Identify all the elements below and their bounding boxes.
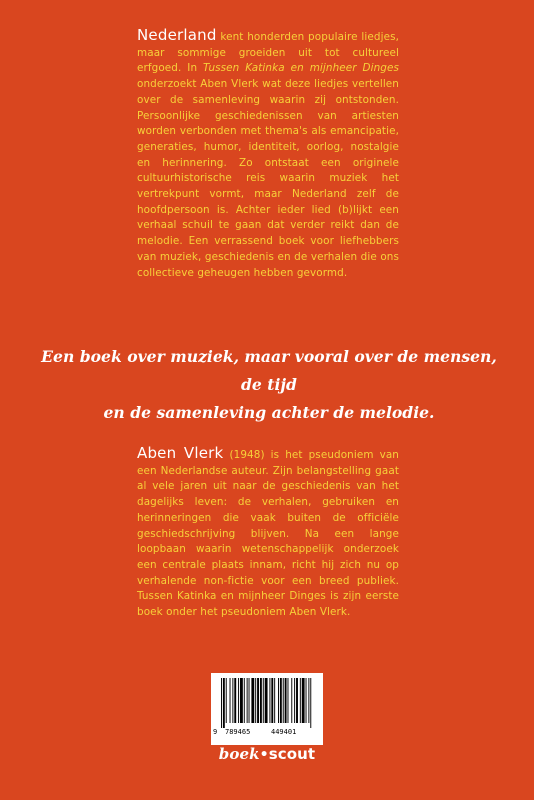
barcode-bar bbox=[283, 678, 284, 723]
barcode-digits-right: 449401 bbox=[271, 728, 297, 736]
publisher-logo-part-1: boek bbox=[218, 745, 260, 763]
barcode-bar bbox=[257, 678, 259, 723]
pull-quote bbox=[30, 343, 508, 427]
barcode-bar bbox=[230, 678, 231, 723]
barcode-bar bbox=[291, 678, 292, 723]
blurb-text-1: kent honderden populaire liedjes, maar sommige groeiden uit tot cultureel erfgoed. In bbox=[137, 31, 399, 75]
barcode-bar bbox=[255, 678, 256, 723]
barcode-bar bbox=[251, 678, 254, 723]
publisher-logo bbox=[215, 745, 319, 763]
author-name: Aben Vlerk bbox=[137, 444, 224, 462]
barcode-bar bbox=[285, 678, 287, 723]
barcode-bar bbox=[263, 678, 264, 723]
barcode-bar bbox=[278, 678, 279, 723]
barcode-bar bbox=[288, 678, 289, 723]
barcode-bar bbox=[234, 678, 236, 723]
barcode-bar bbox=[247, 678, 248, 723]
barcode-bar bbox=[226, 678, 227, 723]
author-bio bbox=[137, 446, 399, 621]
barcode-bar bbox=[269, 678, 270, 723]
publisher-logo-separator: • bbox=[259, 747, 269, 763]
barcode-bar bbox=[302, 678, 305, 723]
author-bio-text: (1948) is het pseudoniem van een Nederlandse auteur. Zijn belangstelling gaat al vele jaren uit naar de geschiedenis van het dagelijks leven: de verhalen, gebruiken en herinneringen die vaak buiten de officiële geschiedschrijving blijven. Na een lange loopbaan waarin wetenschappelijk onderzoek een centrale plaats innam, richt hij zich nu op verhalende non-fictie voor een breed publiek. Tussen Katinka en mijnheer Dinges is zijn eerste boek onder het pseudoniem Aben Vlerk. bbox=[137, 449, 399, 619]
barcode-digits-left: 789465 bbox=[225, 728, 251, 736]
barcode-bar bbox=[306, 678, 307, 723]
barcode-bar bbox=[296, 678, 298, 723]
barcode-bar bbox=[310, 678, 311, 728]
barcode-bar bbox=[221, 678, 222, 728]
barcode-bar bbox=[265, 678, 268, 723]
barcode-bar bbox=[240, 678, 243, 723]
barcode-bar bbox=[274, 678, 275, 723]
barcode-bars bbox=[217, 678, 317, 728]
blurb-book-title: Tussen Katinka en mijnheer Dinges bbox=[203, 62, 399, 75]
barcode-bar bbox=[260, 678, 262, 723]
blurb-lead-word: Nederland bbox=[137, 26, 217, 44]
barcode-bar bbox=[294, 678, 295, 723]
barcode-bar bbox=[232, 678, 233, 723]
quote-line-1: Een boek over muziek, maar vooral over de mensen, de tijd bbox=[41, 347, 497, 394]
barcode-digit-lead: 9 bbox=[213, 728, 218, 736]
isbn-barcode bbox=[211, 673, 323, 745]
barcode-bar bbox=[249, 678, 250, 723]
publisher-logo-part-2: scout bbox=[268, 745, 316, 763]
barcode-bar bbox=[244, 678, 245, 723]
barcode-bar bbox=[300, 678, 301, 723]
barcode-bar bbox=[308, 678, 309, 723]
barcode-bar bbox=[223, 678, 225, 728]
blurb-text-2: onderzoekt Aben Vlerk wat deze liedjes vertellen over de samenleving waarin zij ontstonden. Persoonlijke geschiedenissen van artiesten worden verbonden met thema's als emancipatie, generaties, humor, identiteit, oorlog, nostalgie en herinnering. Zo ontstaat een originele cultuurhistorische reis waarin muziek het vertrekpunt vormt, maar Nederland zelf de hoofdpersoon is. Achter ieder lied (b)lijkt een verhaal schuil te gaan dat verder reikt dan de melodie. Een verrassend boek voor liefhebbers van muziek, geschiedenis en de verhalen die ons collectieve geheugen hebben gevormd. bbox=[137, 78, 399, 279]
barcode-bar bbox=[280, 678, 282, 723]
quote-line-2: en de samenleving achter de melodie. bbox=[103, 403, 435, 422]
barcode-bar bbox=[271, 678, 273, 723]
book-blurb bbox=[137, 28, 399, 281]
barcode-bar bbox=[238, 678, 239, 723]
